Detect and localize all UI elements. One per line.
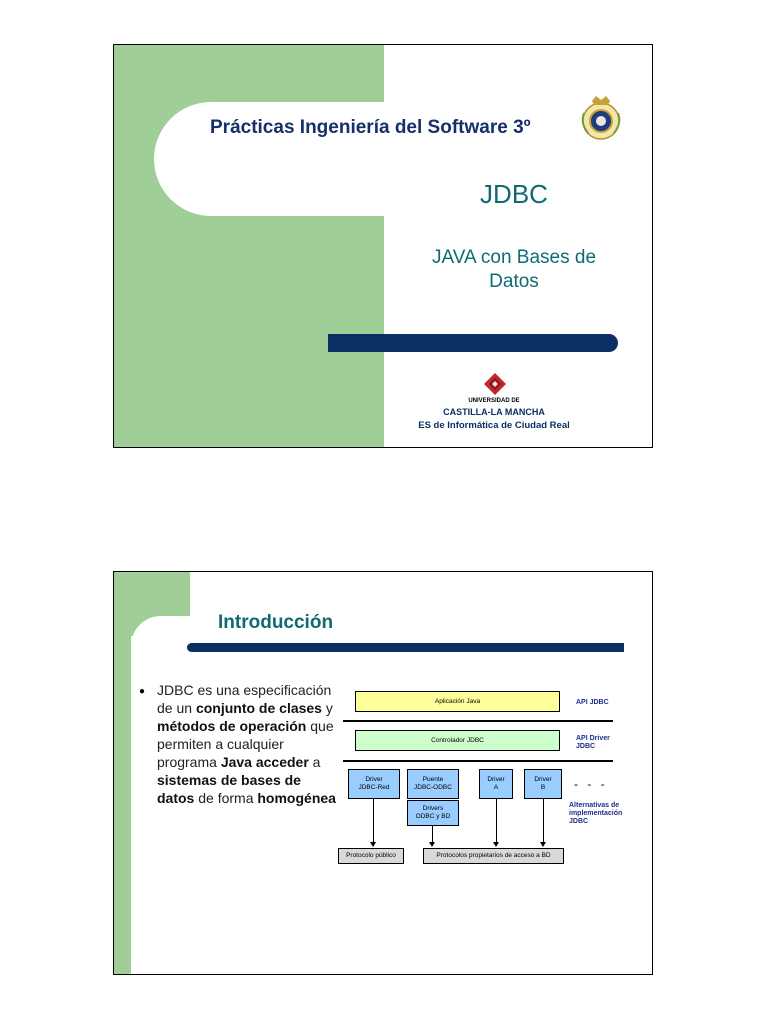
api-divider xyxy=(343,720,613,722)
api-driver-label-line-1: API Driver xyxy=(576,735,610,742)
alternatives-label xyxy=(569,802,622,826)
school-name: ES de Informática de Ciudad Real xyxy=(418,420,570,431)
more-drivers-indicator: - - - xyxy=(574,777,608,791)
arrow-down-icon xyxy=(370,842,376,847)
bridge-line-1: Puente xyxy=(422,776,444,783)
text-segment: que permiten a cualquier programa xyxy=(157,718,334,770)
proprietary-protocols-box: Protocolos propietarios de acceso a BD xyxy=(423,848,564,864)
title-slide xyxy=(113,44,653,448)
odbc-drivers-box xyxy=(407,800,459,826)
text-segment: de forma xyxy=(194,790,258,806)
arrow-down-icon xyxy=(493,842,499,847)
driver-divider xyxy=(343,760,613,762)
alternatives-line-1: Alternativas de xyxy=(569,802,620,809)
slide-heading: JDBC xyxy=(480,179,548,209)
connector-line xyxy=(432,826,433,842)
driver-jdbc-red-line-1: Driver xyxy=(365,776,383,783)
accent-bar xyxy=(328,334,618,352)
odbc-drivers-line-1: Drivers xyxy=(422,805,444,812)
driver-b-line-1: Driver xyxy=(534,776,552,783)
alternatives-line-3: JDBC xyxy=(569,818,589,825)
alternatives-line-2: implementación xyxy=(569,810,623,817)
api-driver-label-line-2: JDBC xyxy=(576,743,596,750)
api-driver-label xyxy=(576,735,610,751)
intro-slide xyxy=(113,571,653,975)
slide-title: Introducción xyxy=(218,612,334,633)
bold-segment: métodos de operación xyxy=(157,718,307,734)
subtitle-line-2: Datos xyxy=(489,271,539,292)
bold-segment: sistemas de bases de datos xyxy=(157,772,301,806)
text-segment: JDBC es una especificación de un xyxy=(157,682,332,716)
subtitle-line-1: JAVA con Bases de xyxy=(431,247,597,268)
course-title: Prácticas Ingeniería del Software 3º xyxy=(210,117,531,138)
driver-b-line-2: B xyxy=(540,784,546,791)
text-segment: a xyxy=(308,754,321,770)
corner-curve xyxy=(131,616,191,676)
connector-line xyxy=(496,799,497,842)
java-application-box: Aplicación Java xyxy=(355,691,560,712)
bullet-icon: ● xyxy=(139,686,146,697)
arrow-down-icon xyxy=(540,842,546,847)
text-segment: y xyxy=(321,700,333,716)
driver-a-box xyxy=(479,769,513,799)
driver-jdbc-red-line-2: JDBC-Red xyxy=(358,784,390,791)
driver-a-line-2: A xyxy=(493,784,499,791)
bold-segment: homogénea xyxy=(257,790,336,806)
bridge-line-2: JDBC-ODBC xyxy=(414,784,452,791)
arrow-down-icon xyxy=(429,842,435,847)
connector-line xyxy=(373,799,374,842)
uclm-logo-icon xyxy=(483,372,507,396)
public-protocol-box: Protocolo público xyxy=(338,848,404,864)
title-underline-bar xyxy=(187,643,624,652)
slide-subtitle xyxy=(404,246,624,294)
jdbc-controller-box: Controlador JDBC xyxy=(355,730,560,751)
bridge-jdbc-odbc-box xyxy=(407,769,459,799)
university-seal-icon xyxy=(576,93,626,143)
university-label: UNIVERSIDAD DE xyxy=(468,398,520,404)
bullet-text xyxy=(157,681,342,807)
driver-a-line-1: Driver xyxy=(487,776,505,783)
driver-jdbc-red-box xyxy=(348,769,400,799)
driver-b-box xyxy=(524,769,562,799)
connector-line xyxy=(543,799,544,842)
university-name: CASTILLA-LA MANCHA xyxy=(443,407,545,417)
bold-segment: conjunto de clases xyxy=(195,700,322,716)
odbc-drivers-line-2: ODBC y BD xyxy=(415,813,451,820)
bold-segment: Java acceder xyxy=(220,754,309,770)
api-jdbc-label: API JDBC xyxy=(576,699,609,706)
